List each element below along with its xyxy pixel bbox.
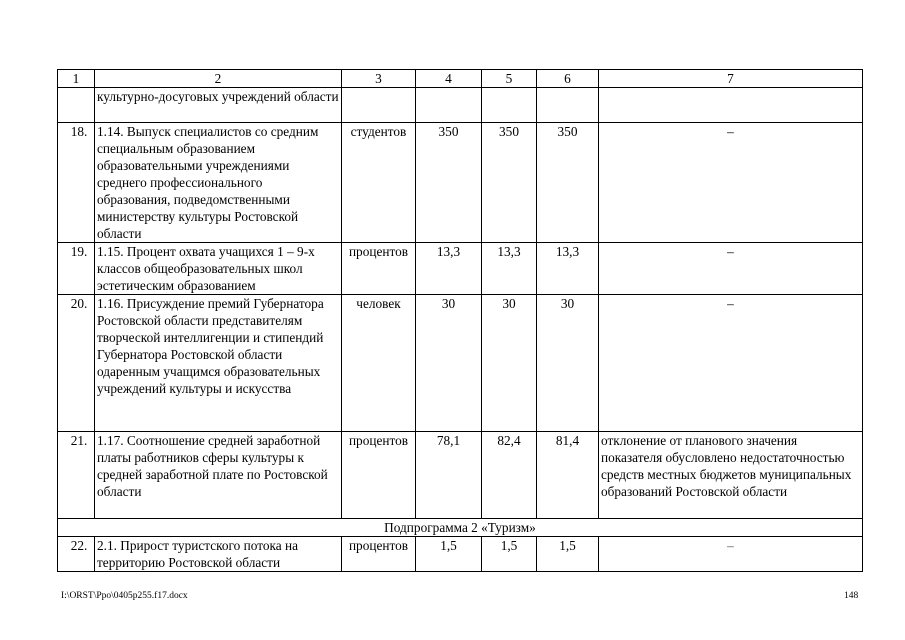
note-cell: – bbox=[599, 295, 863, 432]
row-number: 18. bbox=[58, 123, 95, 243]
page-number: 148 bbox=[844, 591, 859, 601]
row-number: 21. bbox=[58, 432, 95, 519]
note-cell: – bbox=[599, 243, 863, 295]
column-number: 2 bbox=[95, 70, 342, 88]
value-cell: 350 bbox=[482, 123, 537, 243]
value-cell: 350 bbox=[416, 123, 482, 243]
column-number-row bbox=[58, 70, 863, 88]
value-cell: 13,3 bbox=[537, 243, 599, 295]
column-number: 5 bbox=[482, 70, 537, 88]
table-row bbox=[58, 123, 863, 243]
value-cell bbox=[416, 88, 482, 123]
value-cell: 13,3 bbox=[416, 243, 482, 295]
note-cell: отклонение от планового значения показателя обусловлено недостаточностью средств местных бюджетов муниципальных образований Ростовской области bbox=[599, 432, 863, 519]
value-cell bbox=[482, 88, 537, 123]
table-row bbox=[58, 432, 863, 519]
indicators-table bbox=[57, 69, 863, 572]
indicator-text: 1.15. Процент охвата учащихся 1 – 9-х классов общеобразовательных школ эстетическим образованием bbox=[95, 243, 342, 295]
unit-cell: студентов bbox=[342, 123, 416, 243]
value-cell: 30 bbox=[537, 295, 599, 432]
value-cell: 30 bbox=[482, 295, 537, 432]
value-cell: 82,4 bbox=[482, 432, 537, 519]
unit-cell: процентов bbox=[342, 432, 416, 519]
table-row bbox=[58, 88, 863, 123]
value-cell: 30 bbox=[416, 295, 482, 432]
table-row bbox=[58, 295, 863, 432]
column-number: 3 bbox=[342, 70, 416, 88]
value-cell: 1,5 bbox=[482, 537, 537, 572]
row-number: 20. bbox=[58, 295, 95, 432]
note-cell bbox=[599, 88, 863, 123]
unit-cell: человек bbox=[342, 295, 416, 432]
file-path: I:\ORST\Ppo\0405p255.f17.docx bbox=[61, 591, 188, 601]
value-cell: 78,1 bbox=[416, 432, 482, 519]
indicator-text: 1.17. Соотношение средней заработной платы работников сферы культуры к средней заработной плате по Ростовской области bbox=[95, 432, 342, 519]
value-cell: 81,4 bbox=[537, 432, 599, 519]
unit-cell bbox=[342, 88, 416, 123]
column-number: 7 bbox=[599, 70, 863, 88]
table-row bbox=[58, 243, 863, 295]
column-number: 4 bbox=[416, 70, 482, 88]
value-cell bbox=[537, 88, 599, 123]
indicator-text: культурно-досуговых учреждений области bbox=[95, 88, 342, 123]
row-number: 19. bbox=[58, 243, 95, 295]
row-number bbox=[58, 88, 95, 123]
value-cell: 13,3 bbox=[482, 243, 537, 295]
indicator-text: 2.1. Прирост туристского потока на территорию Ростовской области bbox=[95, 537, 342, 572]
value-cell: 1,5 bbox=[416, 537, 482, 572]
table-row bbox=[58, 537, 863, 572]
note-cell: – bbox=[599, 123, 863, 243]
row-number: 22. bbox=[58, 537, 95, 572]
unit-cell: процентов bbox=[342, 537, 416, 572]
value-cell: 350 bbox=[537, 123, 599, 243]
section-row bbox=[58, 519, 863, 537]
column-number: 6 bbox=[537, 70, 599, 88]
section-title: Подпрограмма 2 «Туризм» bbox=[58, 519, 863, 537]
column-number: 1 bbox=[58, 70, 95, 88]
value-cell: 1,5 bbox=[537, 537, 599, 572]
unit-cell: процентов bbox=[342, 243, 416, 295]
indicator-text: 1.16. Присуждение премий Губернатора Ростовской области представителям творческой интеллигенции и стипендий Губернатора Ростовской области одаренным учащимся образовательных учреждений культуры и искусства bbox=[95, 295, 342, 432]
indicator-text: 1.14. Выпуск специалистов со средним специальным образованием образовательными учреждениями среднего профессионального образования, подведомственными министерству культуры Ростовской области bbox=[95, 123, 342, 243]
note-cell: – bbox=[599, 537, 863, 572]
